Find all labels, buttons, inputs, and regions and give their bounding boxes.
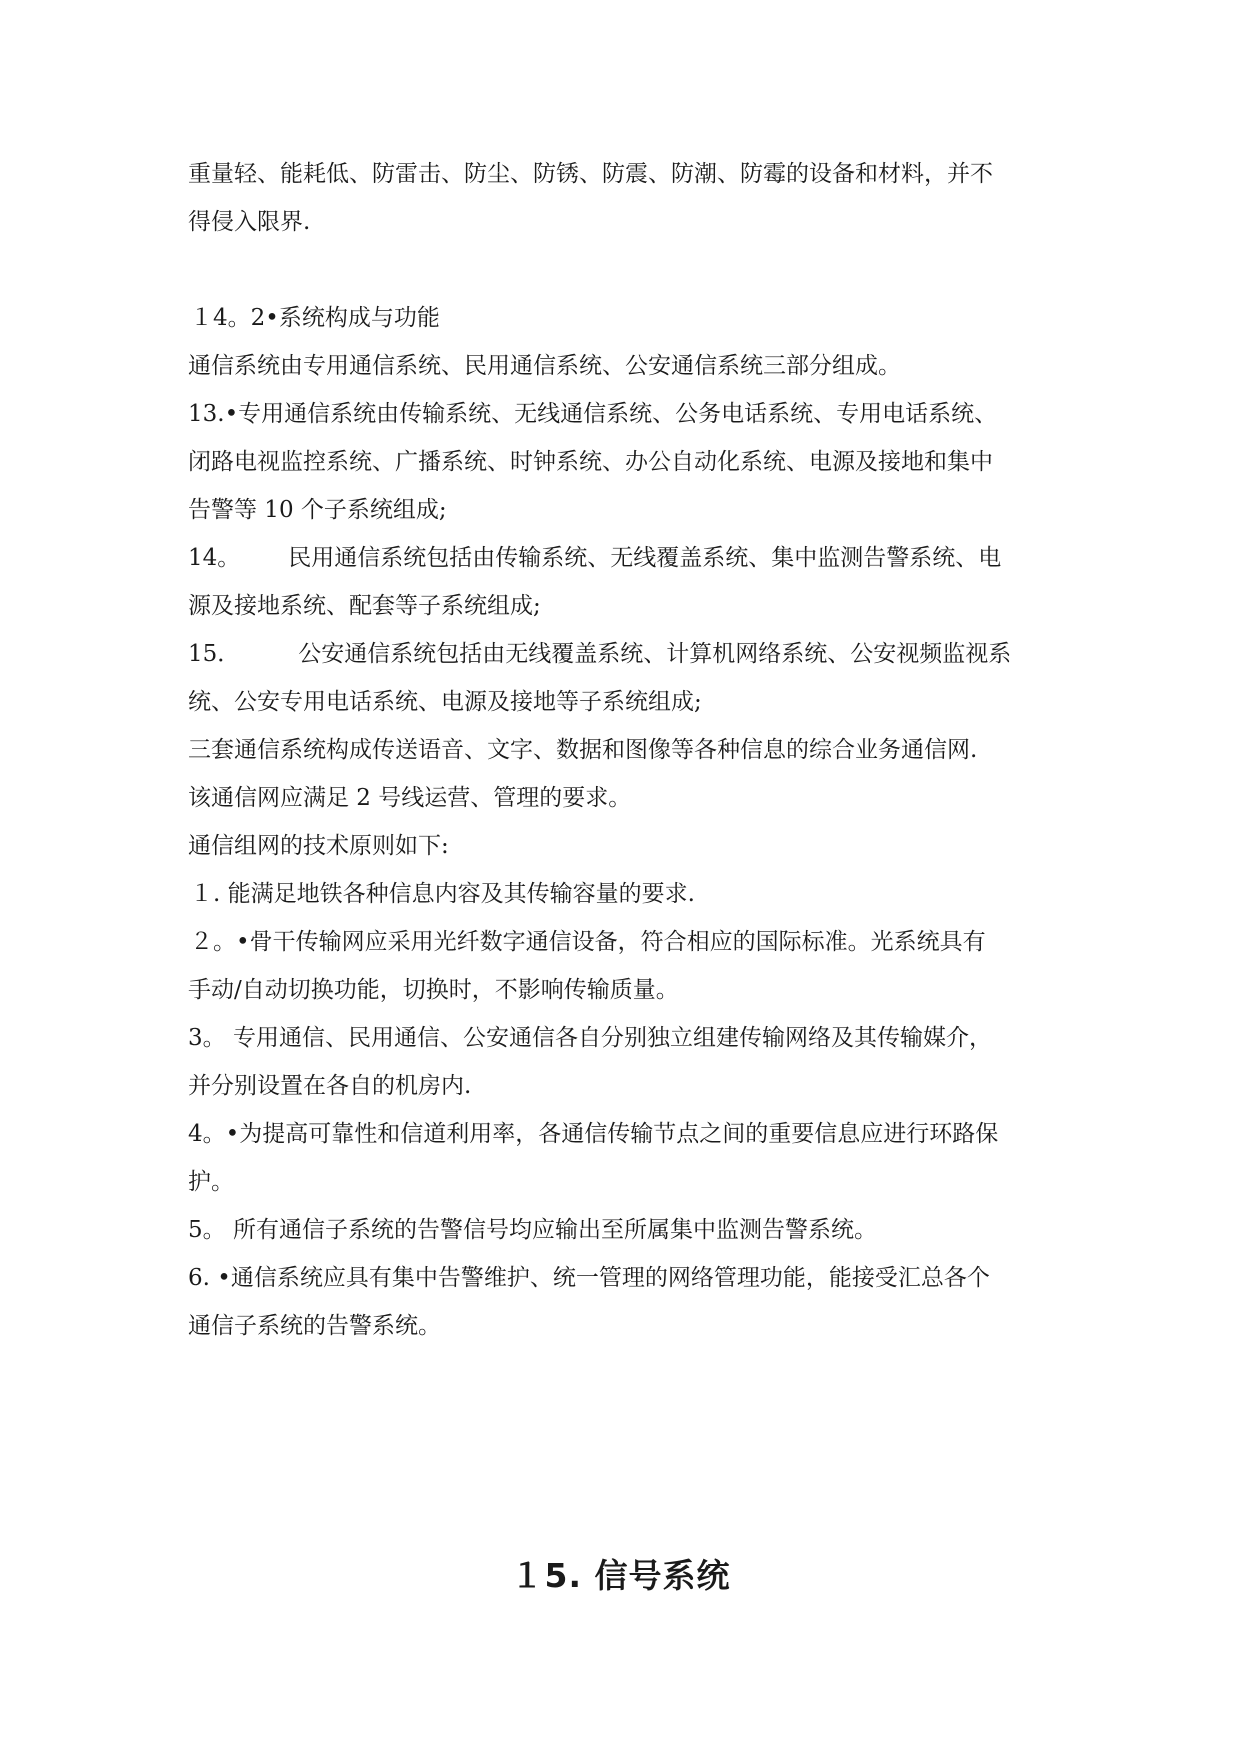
paragraph-line: 该通信网应满足 2 号线运营、管理的要求。 — [188, 785, 632, 811]
paragraph-line: 4。•为提高可靠性和信道利用率，各通信传输节点之间的重要信息应进行环路保 — [188, 1121, 999, 1147]
item-number: 15． — [188, 641, 241, 667]
paragraph-line — [188, 630, 1068, 678]
item-text: 公安通信系统包括由无线覆盖系统、计算机网络系统、公安视频监视系 — [298, 641, 1012, 667]
paragraph-line: 通信系统由专用通信系统、民用通信系统、公安通信系统三部分组成。 — [188, 353, 901, 379]
paragraph-line: 告警等 10 个子系统组成; — [188, 497, 447, 523]
item-text: 民用通信系统包括由传输系统、无线覆盖系统、集中监测告警系统、电 — [288, 545, 1002, 571]
paragraph-line: 13.•专用通信系统由传输系统、无线通信系统、公务电话系统、专用电话系统、 — [188, 401, 998, 427]
paragraph-line: 并分别设置在各自的机房内. — [188, 1073, 472, 1099]
paragraph-line: 6. •通信系统应具有集中告警维护、统一管理的网络管理功能，能接受汇总各个 — [188, 1265, 990, 1291]
paragraph-line: 手动/自动切换功能，切换时，不影响传输质量。 — [188, 977, 679, 1003]
paragraph-line: １. 能满足地铁各种信息内容及其传输容量的要求. — [190, 881, 695, 907]
paragraph-line: ２。•骨干传输网应采用光纤数字通信设备，符合相应的国际标准。光系统具有 — [190, 929, 986, 955]
chapter-heading: １5. 信号系统 — [510, 1556, 731, 1595]
paragraph-line — [188, 534, 1068, 582]
section-heading-14-2: １4。2•系统构成与功能 — [190, 305, 440, 331]
paragraph-line: 护。 — [188, 1169, 234, 1195]
paragraph-line: 3。 专用通信、民用通信、公安通信各自分别独立组建传输网络及其传输媒介， — [188, 1025, 992, 1051]
paragraph-line: 通信子系统的告警系统。 — [188, 1313, 441, 1339]
paragraph-line: 通信组网的技术原则如下: — [188, 833, 449, 859]
paragraph-line: 闭路电视监控系统、广播系统、时钟系统、办公自动化系统、电源及接地和集中 — [188, 449, 993, 475]
paragraph-line: 源及接地系统、配套等子系统组成; — [188, 593, 541, 619]
paragraph-line: 得侵入限界. — [188, 209, 311, 235]
paragraph-line: 重量轻、能耗低、防雷击、防尘、防锈、防震、防潮、防霉的设备和材料，并不 — [188, 161, 993, 187]
item-number: 14。 — [188, 545, 241, 571]
paragraph-line: 统、公安专用电话系统、电源及接地等子系统组成; — [188, 689, 702, 715]
paragraph-line: 5。 所有通信子系统的告警信号均应输出至所属集中监测告警系统。 — [188, 1217, 877, 1243]
paragraph-line: 三套通信系统构成传送语音、文字、数据和图像等各种信息的综合业务通信网. — [188, 737, 978, 763]
